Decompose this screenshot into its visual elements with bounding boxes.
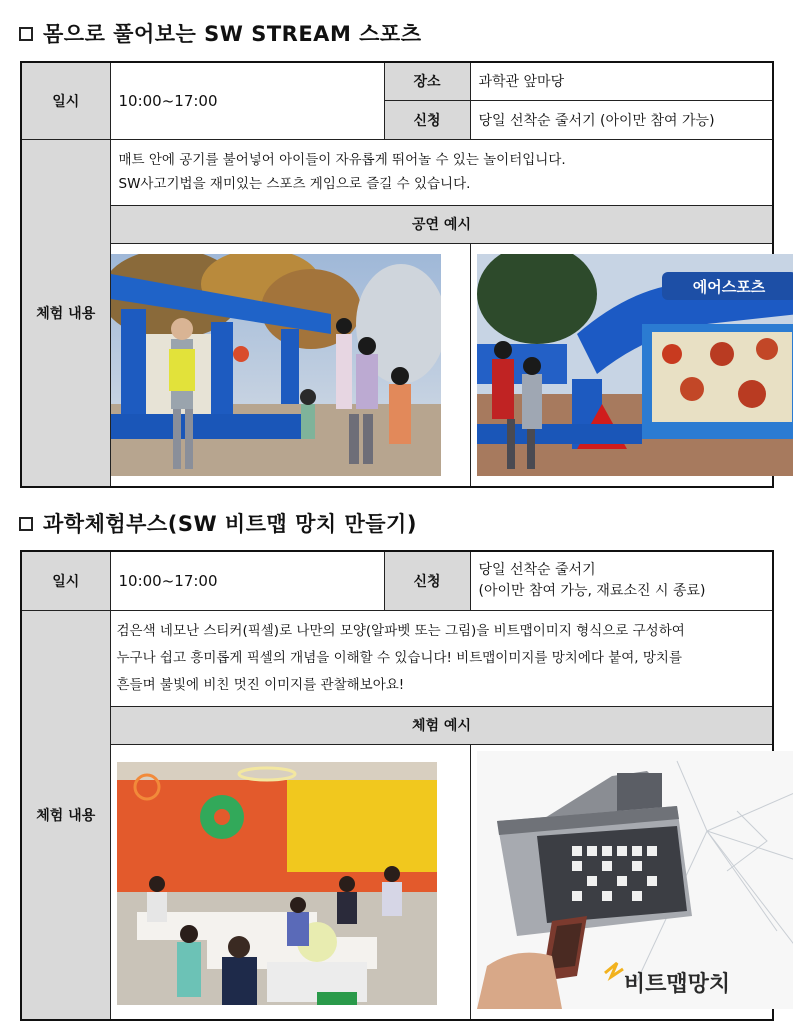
photo-cell-left bbox=[110, 744, 470, 1020]
content-label: 체험 내용 bbox=[21, 610, 110, 1020]
airsports-sign-text: 에어스포츠 bbox=[692, 277, 765, 296]
date-label: 일시 bbox=[21, 551, 110, 610]
content-label: 체험 내용 bbox=[21, 139, 110, 487]
apply-label: 신청 bbox=[384, 551, 470, 610]
section1-title bbox=[19, 18, 422, 48]
desc-line: 검은색 네모난 스티커(픽셀)로 나만의 모양(알파벳 또는 그림)을 비트맵이미지 형식으로 구성하여 bbox=[116, 622, 685, 639]
place-value: 과학관 앞마당 bbox=[470, 62, 773, 100]
section2-title-text: 과학체험부스(SW 비트맵 망치 만들기) bbox=[43, 512, 417, 536]
photo-cell-right bbox=[470, 744, 773, 1020]
apply-label: 신청 bbox=[384, 100, 470, 139]
inflatable-playground-photo-1 bbox=[111, 254, 441, 476]
checkbox-square-icon bbox=[19, 27, 33, 41]
section1-title-text: 몸으로 풀어보는 SW STREAM 스포츠 bbox=[43, 22, 422, 46]
apply-value: 당일 선착순 줄서기 (아이만 참여 가능) bbox=[470, 100, 773, 139]
inflatable-playground-photo-2 bbox=[477, 254, 793, 476]
apply-value bbox=[470, 551, 773, 610]
section1-table bbox=[20, 61, 774, 488]
desc-line: 누구나 쉽고 흥미롭게 픽셀의 개념을 이해할 수 있습니다! 비트맵이미지를 망치에다 붙여, 망치를 bbox=[116, 649, 683, 666]
desc-line: SW사고기법을 재미있는 스포츠 게임으로 즐길 수 있습니다. bbox=[118, 176, 471, 192]
date-value: 10:00~17:00 bbox=[110, 62, 384, 139]
apply-line: (아이만 참여 가능, 재료소진 시 종료) bbox=[478, 582, 706, 599]
hammer-caption-text: 비트맵망치 bbox=[623, 971, 730, 997]
checkbox-square-icon bbox=[19, 517, 33, 531]
content-description bbox=[110, 139, 773, 205]
photo-cell-right bbox=[470, 243, 773, 487]
example-header: 체험 예시 bbox=[110, 706, 773, 744]
place-label: 장소 bbox=[384, 62, 470, 100]
date-label: 일시 bbox=[21, 62, 110, 139]
section2-table bbox=[20, 550, 774, 1021]
desc-line: 흔들며 불빛에 비친 멋진 이미지를 관찰해보아요! bbox=[116, 676, 405, 693]
content-description bbox=[110, 610, 773, 706]
section2-title bbox=[19, 508, 417, 538]
desc-line: 매트 안에 공기를 불어넣어 아이들이 자유롭게 뛰어놀 수 있는 놀이터입니다. bbox=[118, 151, 566, 168]
date-value: 10:00~17:00 bbox=[110, 551, 384, 610]
apply-line: 당일 선착순 줄서기 bbox=[478, 562, 596, 579]
workshop-classroom-photo bbox=[117, 762, 437, 1005]
bitmap-hammer-photo bbox=[477, 751, 793, 1009]
photo-cell-left bbox=[110, 243, 470, 487]
example-header: 공연 예시 bbox=[110, 205, 773, 243]
